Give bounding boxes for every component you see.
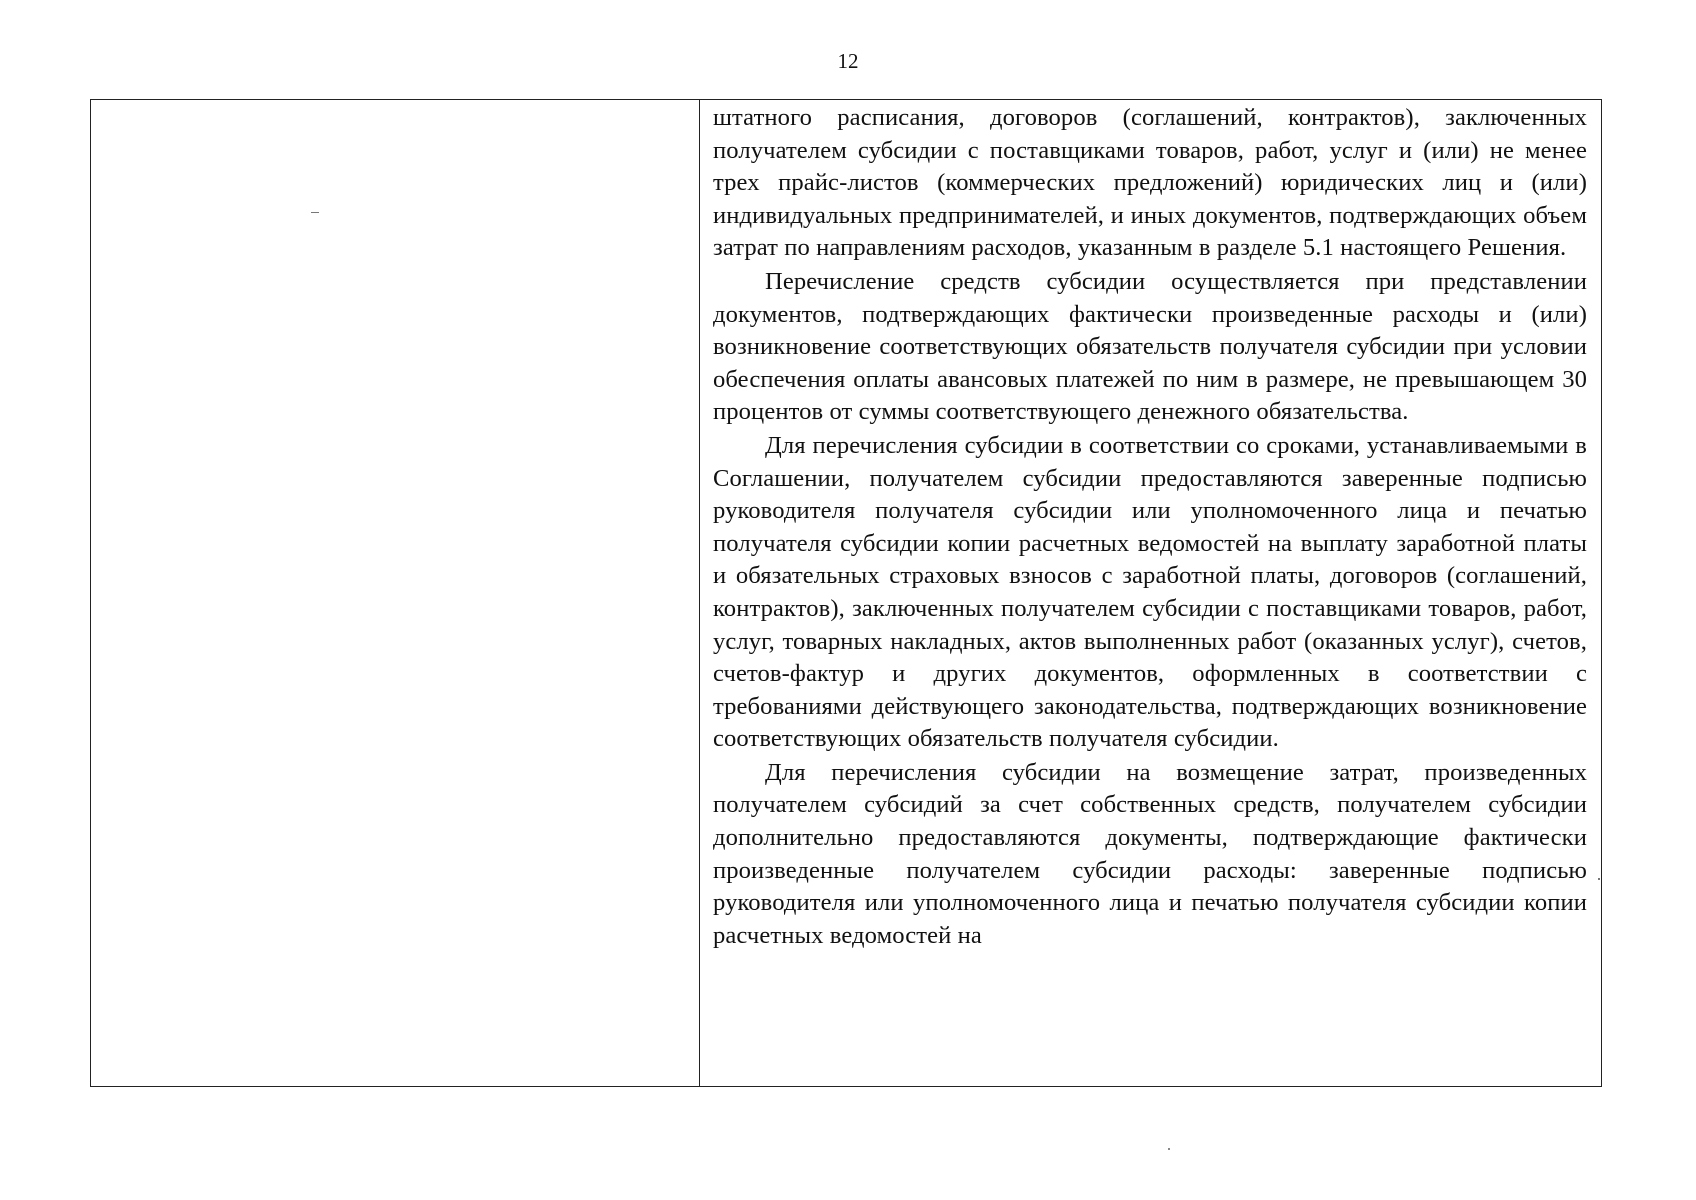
scan-artifact-dot — [1598, 878, 1600, 880]
table-cell-left — [91, 100, 699, 1086]
paragraph-transfer-documents: Для перечисления субсидии в соответствии со сроками, устанавливаемыми в Соглашении, получателем субсидии предоставляются заверенные подписью руководителя получателя субсидии или уполномоченного лица и печатью получателя субсидии копии расчетных ведомостей на выплату заработной платы и обязательных страховых взносов с заработной платы, договоров (соглашений, контрактов), заключенных получателем субсидии с поставщиками товаров, работ, услуг, товарных накладных, актов выполненных работ (оказанных услуг), счетов, счетов-фактур и других документов, оформленных в соответствии с требованиями действующего законодательства, подтверждающих возникновение соответствующих обязательств получателя субсидии. — [713, 431, 1587, 753]
page-number: 12 — [837, 49, 859, 73]
document-table — [90, 99, 1602, 1087]
column-divider — [699, 100, 700, 1086]
paragraph-transfer-conditions: Перечисление средств субсидии осуществляется при представлении документов, подтверждающих фактически произведенные расходы и (или) возникновение соответствующих обязательств получателя субсидии при условии обеспечения оплаты авансовых платежей по ним в размере, не превышающем 30 процентов от суммы соответствующего денежного обязательства. — [713, 267, 1587, 426]
scan-artifact-dot — [1168, 1148, 1170, 1150]
paragraph-continuation: штатного расписания, договоров (соглашений, контрактов), заключенных получателем субсидии с поставщиками товаров, работ, услуг и (или) не менее трех прайс-листов (коммерческих предложений) юридических лиц и (или) индивидуальных предпринимателей, и иных документов, подтверждающих объем затрат по направлениям расходов, указанным в разделе 5.1 настоящего Решения. — [713, 104, 1587, 262]
table-cell-right — [701, 102, 1597, 1092]
scan-artifact-mark — [311, 212, 319, 213]
paragraph-reimbursement-documents: Для перечисления субсидии на возмещение затрат, произведенных получателем субсидий за счет собственных средств, получателем субсидии дополнительно предоставляются документы, подтверждающие фактически произведенные получателем субсидии расходы: заверенные подписью руководителя или уполномоченного лица и печатью получателя субсидии копии расчетных ведомостей на — [713, 758, 1587, 949]
